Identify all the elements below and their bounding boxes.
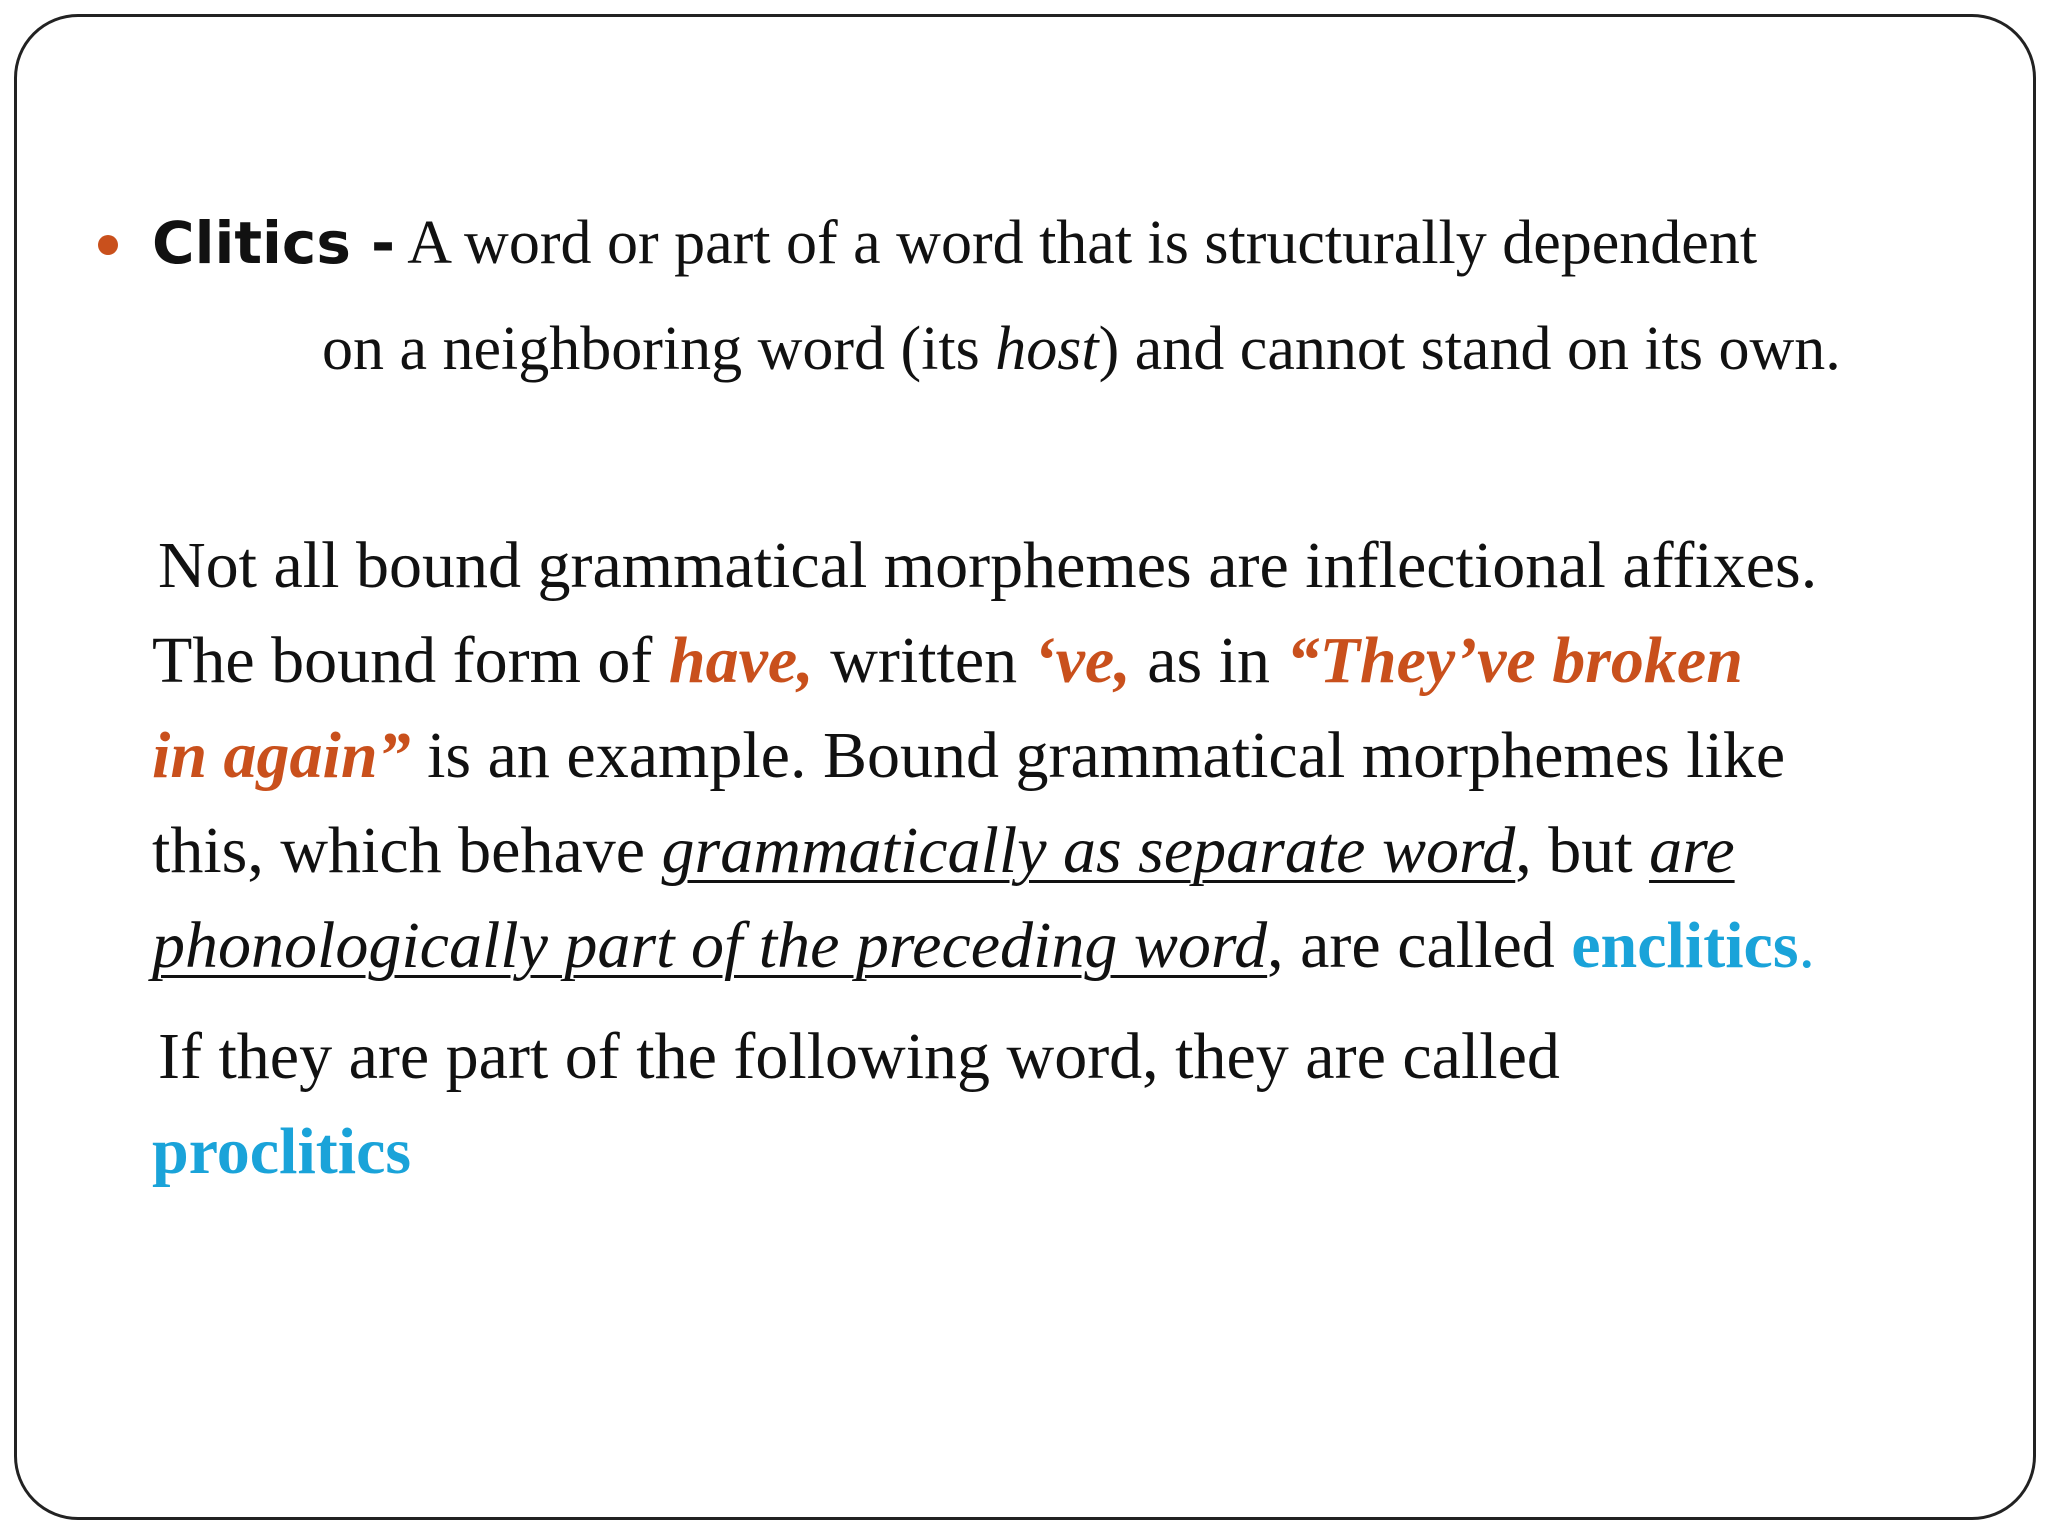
clitics-term: Clitics -: [152, 209, 396, 277]
paragraph-text-1: Not all bound grammatical morphemes are inflectional affixes.: [158, 529, 1818, 602]
example-quote-part2: in again”: [152, 719, 411, 792]
enclitics-term: enclitics: [1571, 909, 1799, 982]
enclitics-period: .: [1798, 909, 1816, 982]
bullet-dot-icon: [98, 235, 118, 255]
have-word: have,: [668, 624, 814, 697]
definition-text-1: A word or part of a word that is structurally dependent: [395, 209, 1758, 277]
underlined-phrase-1: grammatically as separate word: [661, 814, 1516, 887]
definition-text-2b: ) and cannot stand on its own.: [1098, 315, 1841, 383]
paragraph-line3: [152, 719, 1786, 792]
paragraph-text-2a: The bound form of: [152, 624, 669, 697]
clitics-definition-line2: [322, 315, 1841, 383]
example-quote-part1: “They’ve broken: [1286, 624, 1743, 697]
paragraph-text-2b: written: [813, 624, 1034, 697]
underlined-phrase-2b: phonologically part of the preceding word: [152, 909, 1268, 982]
paragraph-text-4a: this, which behave: [152, 814, 662, 887]
paragraph-text-6: If they are part of the following word, they are called: [158, 1020, 1560, 1093]
paragraph-line7: [152, 1115, 412, 1188]
paragraph-line4: [152, 814, 1735, 887]
underlined-phrase-2a: are: [1649, 814, 1735, 887]
paragraph-text-4b: , but: [1515, 814, 1650, 887]
paragraph-line6: [158, 1020, 1560, 1093]
paragraph-line1: [158, 529, 1818, 602]
paragraph-text-2c: as in: [1130, 624, 1287, 697]
paragraph-text-3: is an example. Bound grammatical morphemes like: [410, 719, 1786, 792]
ve-word: ‘ve,: [1033, 624, 1131, 697]
paragraph-line5: [152, 909, 1816, 982]
paragraph-line2: [152, 624, 1743, 697]
paragraph-text-5: , are called: [1267, 909, 1572, 982]
definition-text-2a: on a neighboring word (its: [322, 315, 996, 383]
host-word: host: [995, 315, 1099, 383]
clitics-definition-line1: [152, 209, 1758, 277]
proclitics-term: proclitics: [152, 1115, 412, 1188]
